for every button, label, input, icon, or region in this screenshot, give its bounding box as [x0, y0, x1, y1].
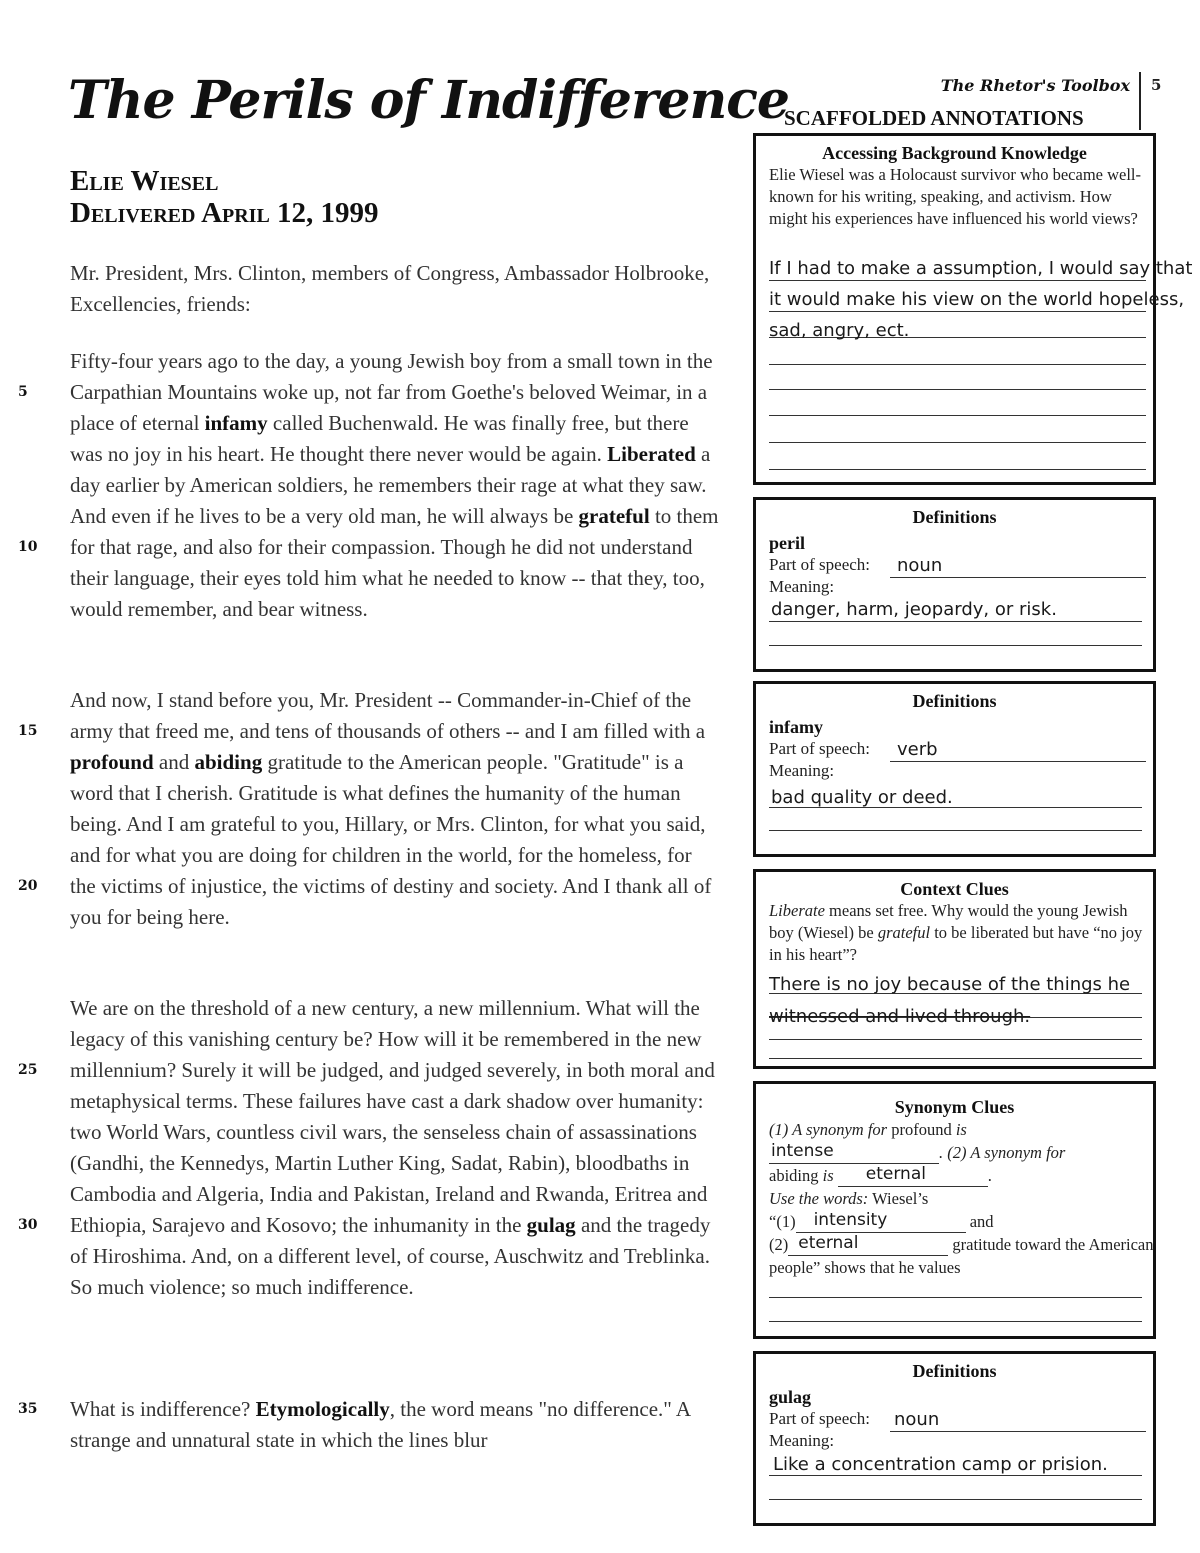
blank-word-2[interactable]: eternal: [788, 1237, 948, 1256]
answer-line: [769, 311, 1146, 312]
part-of-speech-answer[interactable]: noun: [897, 555, 943, 576]
answer-line: [769, 442, 1146, 443]
delivery-date: Delivered April 12, 1999: [70, 197, 379, 229]
box-prompt: Elie Wiesel was a Holocaust survivor who became well-known for his writing, speaking, and activism. How might his experiences have influenced his world views?: [769, 165, 1141, 228]
box-title: Accessing Background Knowledge: [822, 143, 1087, 163]
context-clues-box: [753, 869, 1156, 1069]
handwritten-answer[interactable]: There is no joy because of the things he: [769, 974, 1131, 995]
answer-line: [769, 621, 1142, 622]
author-name: Elie Wiesel: [70, 165, 219, 197]
answer-line: [769, 1039, 1142, 1040]
answer-line: [890, 577, 1146, 578]
meaning-label: Meaning:: [769, 1431, 835, 1450]
vocab-word-grateful: grateful: [578, 504, 650, 528]
answer-line: [769, 364, 1146, 365]
answer-line: [769, 830, 1142, 831]
answer-line: [769, 1297, 1142, 1298]
handwritten-answer[interactable]: it would make his view on the world hopeless,: [769, 289, 1185, 310]
brand-label: The Rhetor's Toolbox: [940, 76, 1130, 95]
part-of-speech-label: Part of speech:: [769, 1409, 871, 1428]
meaning-answer[interactable]: Like a concentration camp or prision.: [773, 1454, 1108, 1475]
line-number: 30: [18, 1217, 38, 1233]
part-of-speech-label: Part of speech:: [769, 739, 871, 758]
paragraph-2: Fifty-four years ago to the day, a young Jewish boy from a small town in the Carpathian Mountains woke up, not far from Goethe's beloved Weimar, in a place of eternal infamy called Buchenwald. He was finally free, but there was no joy in his heart. He thought there never would be again. Liberated a day earlier by American soldiers, he remembers their rage at what they saw. And even if he lives to be a very old man, he will always be grateful to them for that rage, and also for their compassion. Though he did not understand their language, their eyes told him what he needed to know -- that they, too, would remember, and bear witness.: [70, 349, 719, 621]
vocab-word-abiding: abiding: [194, 750, 263, 774]
box-title: Definitions: [912, 507, 997, 527]
definition-box-gulag: [753, 1351, 1156, 1526]
section-heading: SCAFFOLDED ANNOTATIONS: [784, 106, 1084, 130]
blank-word-1[interactable]: intensity: [796, 1214, 966, 1233]
paragraph-3: And now, I stand before you, Mr. President -- Commander-in-Chief of the army that freed me, and tens of thousands of others -- and I am filled with a profound and abiding gratitude to the American people. "Gratitude" is a word that I cherish. Gratitude is what defines the humanity of the human being. And I am grateful to you, Hillary, or Mrs. Clinton, for what you said, and for what you are doing for children in the world, for the homeless, for the victims of injustice, the victims of destiny and society. And I thank all of you for being here.: [70, 688, 712, 929]
answer-line: [769, 280, 1146, 281]
author-block: [70, 165, 379, 229]
vocab-word-infamy: infamy: [204, 411, 268, 435]
answer-line: [890, 1431, 1146, 1432]
box-title: Definitions: [912, 1361, 997, 1381]
answer-line: [769, 645, 1142, 646]
handwritten-answer[interactable]: If I had to make a assumption, I would say that: [769, 258, 1193, 279]
part-of-speech-answer[interactable]: noun: [894, 1409, 940, 1430]
definition-box-infamy: [753, 681, 1156, 857]
meaning-label: Meaning:: [769, 577, 835, 596]
answer-line: [769, 389, 1146, 390]
synonym-prompt: (1) A synonym for profound is intense . (2) A synonym for abiding is eternal . Use the words: Wiesel’s “(1) intensity and (2) eternal gratitude toward the American people” shows that he values: [769, 1120, 1154, 1277]
answer-line: [769, 1321, 1142, 1322]
line-number: 20: [18, 878, 38, 894]
paragraph-5: What is indifference? Etymologically, the word means "no difference." A strange and unnatural state in which the lines blur: [70, 1397, 690, 1452]
box-prompt: Liberate means set free. Why would the young Jewish boy (Wiesel) be grateful to be liberated but have “no joy in his heart”?: [769, 901, 1143, 964]
vocab-word-liberated: Liberated: [607, 442, 696, 466]
meaning-label: Meaning:: [769, 761, 835, 780]
handwritten-answer[interactable]: sad, angry, ect.: [769, 320, 910, 341]
paragraph-4: We are on the threshold of a new century, a new millennium. What will the legacy of this vanishing century be? How will it be remembered in the new millennium? Surely it will be judged, and judged severely, in both moral and metaphysical terms. These failures have cast a dark shadow over humanity: two World Wars, countless civil wars, the senseless chain of assassinations (Gandhi, the Kennedys, Martin Luther King, Sadat, Rabin), bloodbaths in Cambodia and Algeria, India and Pakistan, Ireland and Rwanda, Eritrea and Ethiopia, Sarajevo and Kosovo; the inhumanity in the gulag and the tragedy of Hiroshima. And, on a different level, of course, Auschwitz and Treblinka. So much violence; so much indifference.: [70, 996, 715, 1299]
line-number: 15: [18, 723, 38, 739]
blank-synonym-2[interactable]: eternal: [838, 1168, 988, 1187]
answer-line: [769, 469, 1146, 470]
definition-term: peril: [769, 533, 805, 553]
synonym-clues-box: [753, 1081, 1156, 1339]
answer-line: [769, 1058, 1142, 1059]
definition-term: infamy: [769, 717, 823, 737]
box-title: Context Clues: [900, 879, 1009, 899]
definition-term: gulag: [769, 1387, 812, 1407]
page-title: The Perils of Indifference: [68, 70, 790, 131]
page-number: 5: [1151, 76, 1162, 94]
blank-synonym-1[interactable]: intense: [769, 1145, 939, 1164]
meaning-answer[interactable]: bad quality or deed.: [771, 787, 953, 808]
line-number: 25: [18, 1062, 38, 1078]
line-number: 10: [18, 539, 38, 555]
box-title: Synonym Clues: [894, 1097, 1015, 1117]
part-of-speech-answer[interactable]: verb: [897, 739, 938, 760]
answer-line: [769, 1499, 1142, 1500]
salutation-paragraph: Mr. President, Mrs. Clinton, members of Congress, Ambassador Holbrooke, Excellencies, friends:: [70, 261, 710, 316]
box-title: Definitions: [912, 691, 997, 711]
line-number: 5: [18, 384, 28, 400]
handwritten-answer[interactable]: witnessed and lived through.: [769, 1006, 1031, 1027]
header-divider: [1139, 72, 1141, 130]
definition-box-peril: [753, 497, 1156, 672]
answer-line: [890, 761, 1146, 762]
vocab-word-profound: profound: [70, 750, 154, 774]
part-of-speech-label: Part of speech:: [769, 555, 871, 574]
line-number: 35: [18, 1401, 38, 1417]
vocab-word-gulag: gulag: [526, 1213, 576, 1237]
background-knowledge-box: [753, 133, 1193, 485]
answer-line: [769, 415, 1146, 416]
vocab-word-etymologically: Etymologically: [255, 1397, 390, 1421]
meaning-answer[interactable]: danger, harm, jeopardy, or risk.: [771, 599, 1057, 620]
